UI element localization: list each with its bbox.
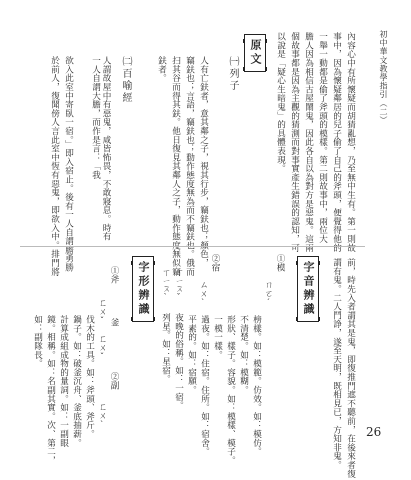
liezi-line-1: 人有亡鈇者，意其鄰之子，視其行步，竊鈇也；顏色， <box>198 56 209 268</box>
char-item-1-char <box>108 266 119 284</box>
char-item-1-line-2: 鍋子。如：破釜沉舟、釜底抽薪。 <box>71 315 82 447</box>
char-item-1-line-1: 伐木的工具。如：斧頭、斧斤。 <box>84 315 95 439</box>
pron-item-2-line-2: 平素的。如：宿願。 <box>186 315 197 395</box>
section-title-original: 原文 <box>244 34 266 72</box>
continued-line-1: 前，時先入者謂其是鬼，即復推門遮不聽前，在後來者復 <box>345 258 356 478</box>
intro-line-3: 一舉一動都是偷了斧頭的模樣。第二則故事中，兩位大 <box>317 32 328 244</box>
liezi-line-4: 鈇者。 <box>156 56 167 83</box>
pron-item-1-zhuyin: ㄇㄛˊ <box>263 280 273 309</box>
book-title-header: 初中華文教學指引（二） <box>379 30 388 125</box>
pron-item-2-glyph: 宿 <box>210 262 220 272</box>
char-item-2-line-3: 如：副隊長。 <box>32 315 43 368</box>
intro-line-4: 膽人因為相信古屋鬧鬼，因此各自以為對方是惡鬼。這兩 <box>303 32 314 252</box>
char-item-1-alt-glyph: 釜 <box>109 318 119 327</box>
char-item-2-glyph: 副 <box>109 380 119 390</box>
page-number: 26 <box>366 425 382 439</box>
pron-item-1-line-2: 不清楚。如：模糊。 <box>238 315 249 395</box>
liezi-line-3: 扫其谷而得其鈇。他日復見其鄰人之子，動作態度無似竊 <box>170 56 181 276</box>
section-title-pronunciation: 字音辨識 <box>297 256 319 322</box>
pron-item-2-line-4: ㄒㄧㄡˋ 列星。如：星宿。 <box>160 268 171 384</box>
char-item-2-line-2: 鏡。相稱。如：名副其實。次、第二， <box>45 315 56 465</box>
subtitle-baiyujing: ㈡百喻經 <box>120 56 131 104</box>
char-item-2-char <box>108 372 119 390</box>
intro-line-1: 內容心中有所懷疑而胡猜亂想，乃至無中生有。第一則故 <box>345 32 356 252</box>
baiyu-line-1: 人謂故屋中有惡鬼，咸皆怖畏，不敢寢息。時有一人自謂大膽，而作是言：「我 <box>90 56 111 241</box>
pron-item-2-line-1: 過夜。如：住宿。住所。如：宿舍。 <box>199 315 210 456</box>
char-item-1-num: ① <box>109 266 119 275</box>
intro-line-2: 事中，因為懷疑鄰居的兒子偷了自己的斧頭，便覺得他的 <box>331 32 342 252</box>
pron-item-1-char <box>274 254 285 272</box>
char-item-1-zhuyin: ㄈㄨˇ <box>97 298 107 327</box>
intro-line-5: 個故事都是因為主觀的猜測而對事實產生錯誤的認知，可 <box>289 32 300 252</box>
page-divider <box>20 246 365 247</box>
pron-item-2-zhuyin: ㄙㄨˋ <box>198 280 208 309</box>
char-item-2-zhuyin: ㄈㄨˋ <box>97 402 107 431</box>
baiyu-line-2: 欲入此室中寄臥一宿。」即入宿止。後有一人自謂膽勇勝 <box>63 56 74 272</box>
char-item-1-glyph: 斧 <box>109 274 119 284</box>
subtitle-liezi: ㈠列子 <box>227 56 238 92</box>
pron-item-1-num: ① <box>275 254 285 263</box>
pron-item-1-line-4: 一模一樣。 <box>212 315 223 359</box>
baiyu-line-3: 於前人，復聞傍人言此室中恆有惡鬼，即欲入中。排門將 <box>49 56 60 276</box>
intro-line-6: 以說是「疑心生暗鬼」的具體表現。 <box>275 32 286 173</box>
pron-item-2-char <box>209 254 220 272</box>
char-item-2-line-1: 計算成組成物的量詞。如：一副眼 <box>58 315 69 447</box>
section-title-character: 字形辨識 <box>132 256 154 322</box>
char-item-2-num: ② <box>109 372 119 381</box>
pron-item-1-line-1: 榜樣。如：模範。仿效。如：模仿。 <box>251 315 262 456</box>
pron-item-1-line-3: 形狀、樣子。容貌。如：模樣、模子。 <box>225 315 236 465</box>
pron-item-1-glyph: 模 <box>275 262 285 272</box>
liezi-line-2: 竊鈇也；言語，竊鈇也；動作態度無為而不竊鈇也。俄而 <box>184 56 195 276</box>
pron-item-2-line-3: ㄒㄧㄡˇ 夜晚的俗稱。如：一宿。 <box>173 268 184 410</box>
char-item-1-alt-zhuyin: ㄈㄨˇ <box>97 334 107 363</box>
continued-line-2: 謂有鬼。二人鬥諍，遂至天明，既相見已，方知非鬼。 <box>331 258 342 470</box>
pron-item-2-num: ② <box>210 254 220 263</box>
